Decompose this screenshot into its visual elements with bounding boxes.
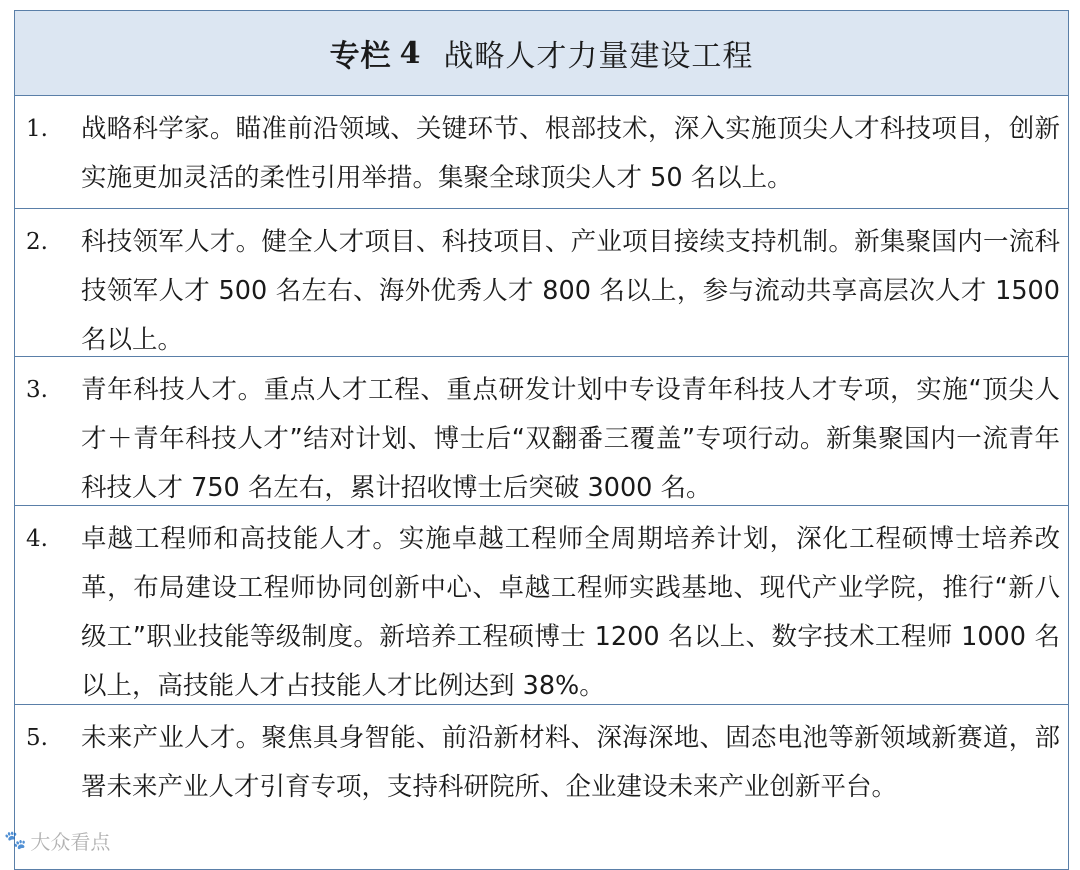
watermark	[4, 826, 110, 855]
column-label: 专栏	[329, 39, 392, 74]
column-title: 战略人才力量建设工程	[443, 39, 754, 74]
list-item	[15, 209, 1068, 357]
list-item	[15, 506, 1068, 705]
item-index: 4.	[26, 526, 48, 552]
column-box	[14, 10, 1069, 870]
watermark-text: 大众看点	[30, 830, 111, 854]
item-index: 2.	[26, 229, 48, 255]
item-text: 未来产业人才。聚焦具身智能、前沿新材料、深海深地、固态电池等新领域新赛道，部署未来产业人才引育专项，支持科研院所、企业建设未来产业创新平台。	[81, 723, 1060, 802]
item-text: 卓越工程师和高技能人才。实施卓越工程师全周期培养计划，深化工程硕博士培养改革，布局建设工程师协同创新中心、卓越工程师实践基地、现代产业学院，推行“新八级工”职业技能等级制度。新培养工程硕博士 1200 名以上、数字技术工程师 1000 名以上，高技能人才占技能人才比例达到 38%。	[81, 524, 1060, 701]
item-text: 青年科技人才。重点人才工程、重点研发计划中专设青年科技人才专项，实施“顶尖人才＋青年科技人才”结对计划、博士后“双翻番三覆盖”专项行动。新集聚国内一流青年科技人才 750 名左右，累计招收博士后突破 3000 名。	[81, 375, 1060, 503]
column-header	[15, 11, 1068, 96]
item-index: 5.	[26, 725, 48, 751]
list-item	[15, 96, 1068, 209]
item-index: 3.	[26, 377, 48, 403]
column-number: 4	[399, 35, 422, 71]
paw-icon: 🐾	[4, 830, 27, 851]
list-item	[15, 705, 1068, 870]
item-index: 1.	[26, 116, 48, 142]
item-text: 战略科学家。瞄准前沿领域、关键环节、根部技术，深入实施顶尖人才科技项目，创新实施更加灵活的柔性引用举措。集聚全球顶尖人才 50 名以上。	[81, 114, 1060, 193]
item-text: 科技领军人才。健全人才项目、科技项目、产业项目接续支持机制。新集聚国内一流科技领军人才 500 名左右、海外优秀人才 800 名以上，参与流动共享高层次人才 1500 名以上。	[81, 227, 1060, 355]
list-item	[15, 357, 1068, 506]
